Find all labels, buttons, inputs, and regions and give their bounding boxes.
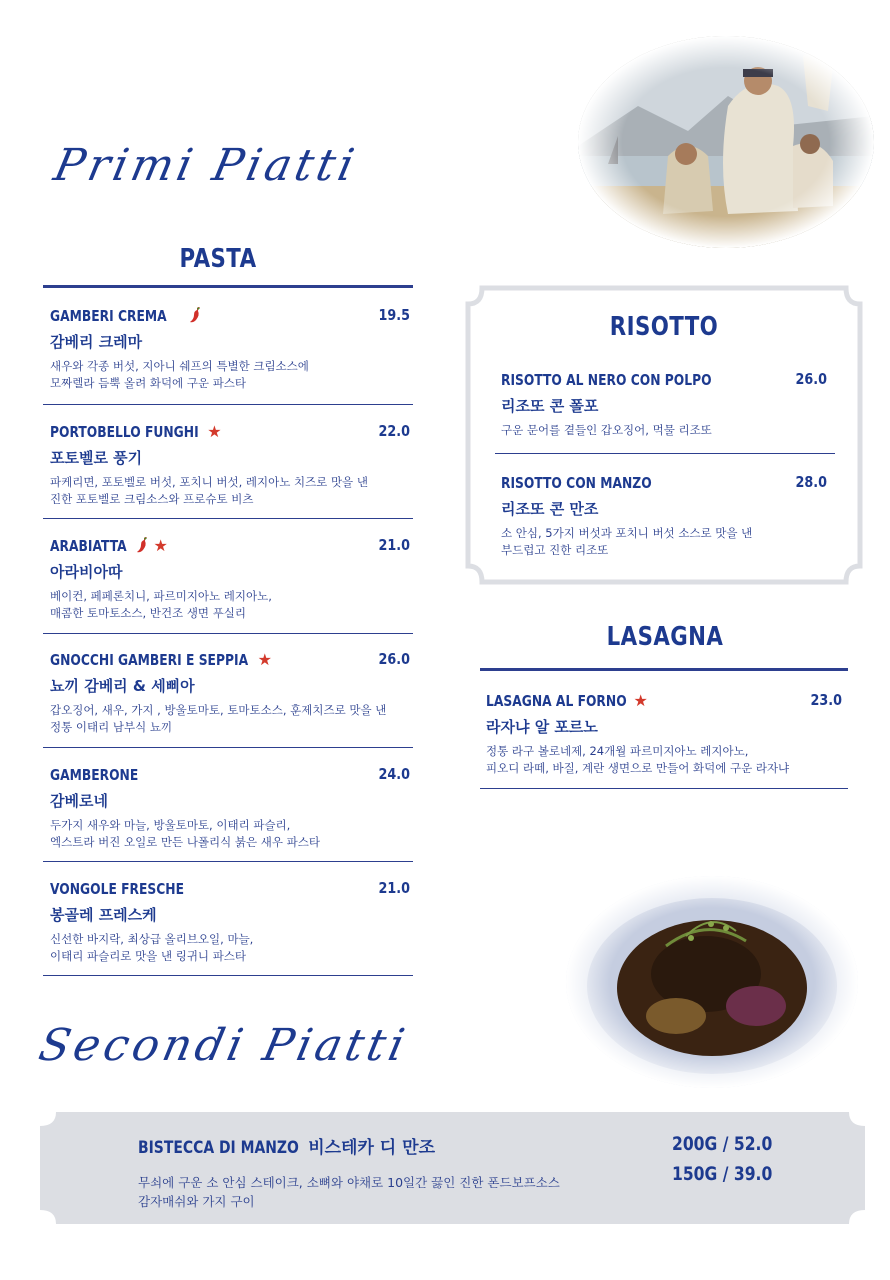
item-korean-name: 뇨끼 감베리 & 세삐아: [50, 677, 195, 695]
item-name: PORTOBELLO FUNGHI: [50, 423, 199, 441]
item-name: BISTECCA DI MANZO: [138, 1138, 299, 1158]
pasta-heading: PASTA: [179, 244, 257, 274]
item-name: GNOCCHI GAMBERI E SEPPIA: [50, 651, 249, 669]
item-korean-name: 리조또 콘 폴포: [501, 397, 599, 415]
item-korean-name: 아라비아따: [50, 563, 123, 581]
item-korean-name: 포토벨로 풍기: [50, 449, 143, 467]
star-icon: ★: [257, 650, 272, 669]
item-price: 26.0: [378, 650, 410, 668]
item-description: 새우와 각종 버섯, 지아니 쉐프의 특별한 크림소스에 모짜렐라 듬뿍 올려 화덕에 구운 파스타: [50, 359, 309, 390]
risotto-heading: RISOTTO: [609, 312, 719, 342]
item-description: 무쇠에 구운 소 안심 스테이크, 소뼈와 야채로 10일간 끓인 진한 폰드보프소스 감자매쉬와 가지 구이: [138, 1175, 560, 1209]
item-korean-name: 리조또 콘 만조: [501, 500, 599, 518]
item-description: 두가지 새우와 마늘, 방울토마토, 이태리 파슬리, 엑스트라 버진 오일로 만든 나폴리식 붉은 새우 파스타: [50, 818, 320, 849]
item-name: GAMBERI CREMA: [50, 307, 167, 325]
item-divider: [480, 788, 848, 789]
menu-item-gamberone: [50, 765, 410, 851]
chili-icon: [188, 306, 202, 324]
item-name: RISOTTO CON MANZO: [501, 474, 652, 492]
price-200g: 200G / 52.0: [672, 1133, 773, 1155]
item-name: GAMBERONE: [50, 766, 139, 784]
item-divider: [43, 861, 413, 862]
price-150g: 150G / 39.0: [672, 1163, 773, 1185]
item-price: 21.0: [378, 879, 410, 897]
chili-icon: [135, 536, 149, 554]
item-price: 21.0: [378, 536, 410, 554]
item-name: VONGOLE FRESCHE: [50, 880, 184, 898]
star-icon: ★: [207, 422, 222, 441]
menu-item-risotto-con-manzo: [501, 473, 827, 559]
item-korean-name: 감베리 크레마: [50, 333, 143, 351]
item-korean-name: 봉골레 프레스케: [50, 906, 157, 924]
menu-item-gnocchi-gamberi-e-seppia: [50, 650, 410, 736]
item-price: 28.0: [795, 473, 827, 491]
menu-item-arabiatta: [50, 536, 410, 622]
item-name: RISOTTO AL NERO CON POLPO: [501, 371, 712, 389]
item-description: 파케리면, 포토벨로 버섯, 포치니 버섯, 레지아노 치즈로 맛을 낸 진한 포토벨로 크림소스와 프로슈토 비츠: [50, 475, 368, 506]
item-price: 26.0: [795, 370, 827, 388]
item-price: 24.0: [378, 765, 410, 783]
item-description: 갑오징어, 새우, 가지 , 방울토마토, 토마토소스, 훈제치즈로 맛을 낸 정통 이태리 남부식 뇨끼: [50, 703, 387, 734]
item-divider: [43, 518, 413, 519]
lasagna-heading-rule: [480, 668, 848, 671]
item-divider: [43, 633, 413, 634]
item-price: 23.0: [810, 691, 842, 709]
item-korean-name: 비스테카 디 만조: [308, 1138, 435, 1158]
star-icon: ★: [153, 536, 168, 555]
item-divider: [43, 975, 413, 976]
item-divider: [43, 404, 413, 405]
steak-dish-photo: [566, 876, 858, 1088]
star-icon: ★: [633, 691, 648, 710]
item-description: 구운 문어를 곁들인 갑오징어, 먹물 리조또: [501, 423, 712, 437]
item-divider: [43, 747, 413, 748]
menu-item-portobello-funghi: [50, 422, 410, 508]
item-description: 소 안심, 5가지 버섯과 포치니 버섯 소스로 맛을 낸 부드럽고 진한 리조또: [501, 526, 753, 557]
item-description: 베이컨, 페페론치니, 파르미지아노 레지아노, 매콤한 토마토소스, 반건조 생면 푸실리: [50, 589, 272, 620]
item-description: 신선한 바지락, 최상급 올리브오일, 마늘, 이태리 파슬리로 맛을 낸 링귀니 파스타: [50, 932, 254, 963]
item-description: 정통 라구 볼로네제, 24개월 파르미지아노 레지아노, 피오디 라떼, 바질, 계란 생면으로 만들어 화덕에 구운 라자냐: [486, 744, 790, 775]
item-price: 19.5: [378, 306, 410, 324]
item-korean-name: 감베로네: [50, 792, 108, 810]
secondi-piatti-title: Secondi Piatti: [34, 1020, 413, 1071]
secondi-item-title: [138, 1133, 435, 1158]
fishermen-illustration: [578, 36, 874, 248]
item-price: 22.0: [378, 422, 410, 440]
menu-item-lasagna-al-forno: [486, 691, 842, 777]
item-name: LASAGNA AL FORNO: [486, 692, 627, 710]
menu-item-risotto-al-nero-con-polpo: [501, 370, 827, 439]
item-divider: [495, 453, 835, 454]
primi-piatti-title: Primi Piatti: [49, 140, 363, 191]
menu-item-gamberi-crema: [50, 306, 410, 392]
item-name: ARABIATTA: [50, 537, 127, 555]
pasta-heading-rule: [43, 285, 413, 288]
lasagna-heading: LASAGNA: [606, 622, 724, 652]
item-korean-name: 라자냐 알 포르노: [486, 718, 598, 736]
menu-item-vongole-fresche: [50, 879, 410, 965]
